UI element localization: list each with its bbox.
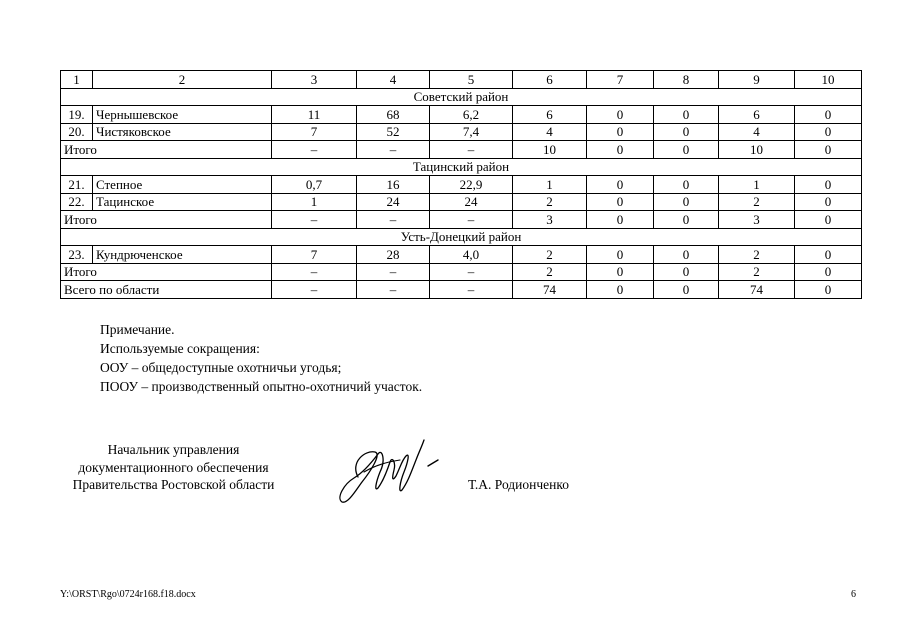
page-number: 6 xyxy=(851,589,856,600)
header-cell: 2 xyxy=(93,71,272,89)
cell-10: 0 xyxy=(795,123,862,141)
cell-9: 74 xyxy=(719,281,795,299)
region-name: Советский район xyxy=(61,88,862,106)
position-line: документационного обеспечения xyxy=(78,459,269,475)
cell-9: 6 xyxy=(719,106,795,124)
total-row xyxy=(61,263,862,281)
cell-6: 3 xyxy=(513,211,587,229)
header-cell: 5 xyxy=(430,71,513,89)
region-name: Тацинский район xyxy=(61,158,862,176)
table-row xyxy=(61,106,862,124)
cell-6: 2 xyxy=(513,263,587,281)
header-cell: 9 xyxy=(719,71,795,89)
total-label: Итого xyxy=(61,141,272,159)
cell-6: 2 xyxy=(513,246,587,264)
row-number: 21. xyxy=(61,176,93,194)
cell-7: 0 xyxy=(587,193,654,211)
cell-8: 0 xyxy=(654,123,719,141)
cell-9: 2 xyxy=(719,193,795,211)
total-label: Итого xyxy=(61,263,272,281)
note-line: Используемые сокращения: xyxy=(100,341,260,356)
cell-4: 52 xyxy=(357,123,430,141)
cell-9: 2 xyxy=(719,263,795,281)
header-cell: 3 xyxy=(272,71,357,89)
cell-8: 0 xyxy=(654,193,719,211)
settlement-name: Тацинское xyxy=(93,193,272,211)
cell-6: 6 xyxy=(513,106,587,124)
total-row xyxy=(61,141,862,159)
cell-7: 0 xyxy=(587,281,654,299)
row-number: 20. xyxy=(61,123,93,141)
cell-3: 11 xyxy=(272,106,357,124)
cell-5: – xyxy=(430,141,513,159)
settlement-name: Чернышевское xyxy=(93,106,272,124)
cell-3: 1 xyxy=(272,193,357,211)
cell-9: 10 xyxy=(719,141,795,159)
cell-4: – xyxy=(357,281,430,299)
cell-5: 6,2 xyxy=(430,106,513,124)
cell-8: 0 xyxy=(654,246,719,264)
cell-8: 0 xyxy=(654,281,719,299)
cell-6: 1 xyxy=(513,176,587,194)
region-row xyxy=(61,158,862,176)
cell-3: – xyxy=(272,211,357,229)
cell-3: – xyxy=(272,281,357,299)
note-title: Примечание. xyxy=(100,322,175,337)
cell-7: 0 xyxy=(587,246,654,264)
cell-5: 4,0 xyxy=(430,246,513,264)
cell-7: 0 xyxy=(587,211,654,229)
table-row xyxy=(61,123,862,141)
cell-8: 0 xyxy=(654,211,719,229)
header-cell: 4 xyxy=(357,71,430,89)
cell-10: 0 xyxy=(795,106,862,124)
cell-6: 74 xyxy=(513,281,587,299)
cell-10: 0 xyxy=(795,281,862,299)
cell-5: – xyxy=(430,281,513,299)
table-row xyxy=(61,176,862,194)
note-line: ПООУ – производственный опытно-охотничий участок. xyxy=(100,379,423,394)
cell-4: 24 xyxy=(357,193,430,211)
cell-5: 7,4 xyxy=(430,123,513,141)
cell-8: 0 xyxy=(654,263,719,281)
cell-4: 28 xyxy=(357,246,430,264)
total-label: Итого xyxy=(61,211,272,229)
cell-7: 0 xyxy=(587,141,654,159)
cell-6: 4 xyxy=(513,123,587,141)
row-number: 19. xyxy=(61,106,93,124)
cell-3: 7 xyxy=(272,246,357,264)
header-cell: 8 xyxy=(654,71,719,89)
settlement-name: Кундрюченское xyxy=(93,246,272,264)
cell-9: 3 xyxy=(719,211,795,229)
cell-7: 0 xyxy=(587,106,654,124)
region-row xyxy=(61,228,862,246)
cell-10: 0 xyxy=(795,176,862,194)
cell-8: 0 xyxy=(654,141,719,159)
handwritten-signature xyxy=(330,432,450,512)
settlement-name: Чистяковское xyxy=(93,123,272,141)
table-row xyxy=(61,246,862,264)
cell-3: 7 xyxy=(272,123,357,141)
position-line: Правительства Ростовской области xyxy=(72,477,275,492)
cell-3: – xyxy=(272,263,357,281)
signatory-position xyxy=(60,441,287,494)
cell-4: 16 xyxy=(357,176,430,194)
cell-10: 0 xyxy=(795,211,862,229)
table-row xyxy=(61,193,862,211)
cell-9: 2 xyxy=(719,246,795,264)
row-number: 22. xyxy=(61,193,93,211)
cell-4: 68 xyxy=(357,106,430,124)
cell-3: 0,7 xyxy=(272,176,357,194)
cell-9: 1 xyxy=(719,176,795,194)
cell-7: 0 xyxy=(587,263,654,281)
note-block xyxy=(100,320,422,396)
settlement-name: Степное xyxy=(93,176,272,194)
region-row xyxy=(61,88,862,106)
cell-10: 0 xyxy=(795,141,862,159)
cell-8: 0 xyxy=(654,176,719,194)
cell-4: – xyxy=(357,141,430,159)
cell-5: – xyxy=(430,211,513,229)
position-line: Начальник управления xyxy=(107,442,240,457)
total-row xyxy=(61,211,862,229)
header-cell: 7 xyxy=(587,71,654,89)
header-cell: 1 xyxy=(61,71,93,89)
footer-file-path: Y:\ORST\Rgo\0724r168.f18.docx xyxy=(60,589,196,600)
cell-5: 22,9 xyxy=(430,176,513,194)
cell-8: 0 xyxy=(654,106,719,124)
row-number: 23. xyxy=(61,246,93,264)
header-cell: 6 xyxy=(513,71,587,89)
cell-6: 2 xyxy=(513,193,587,211)
cell-7: 0 xyxy=(587,176,654,194)
cell-6: 10 xyxy=(513,141,587,159)
signer-name: Т.А. Родионченко xyxy=(468,477,569,492)
cell-10: 0 xyxy=(795,263,862,281)
data-table xyxy=(60,70,862,299)
header-cell: 10 xyxy=(795,71,862,89)
cell-4: – xyxy=(357,263,430,281)
cell-7: 0 xyxy=(587,123,654,141)
grand-total-label: Всего по области xyxy=(61,281,272,299)
cell-9: 4 xyxy=(719,123,795,141)
note-line: ООУ – общедоступные охотничьи угодья; xyxy=(100,360,342,375)
grand-total-row xyxy=(61,281,862,299)
cell-3: – xyxy=(272,141,357,159)
region-name: Усть-Донецкий район xyxy=(61,228,862,246)
cell-10: 0 xyxy=(795,193,862,211)
table-header-row xyxy=(61,71,862,89)
cell-5: – xyxy=(430,263,513,281)
cell-4: – xyxy=(357,211,430,229)
cell-5: 24 xyxy=(430,193,513,211)
cell-10: 0 xyxy=(795,246,862,264)
table-body xyxy=(61,71,862,299)
